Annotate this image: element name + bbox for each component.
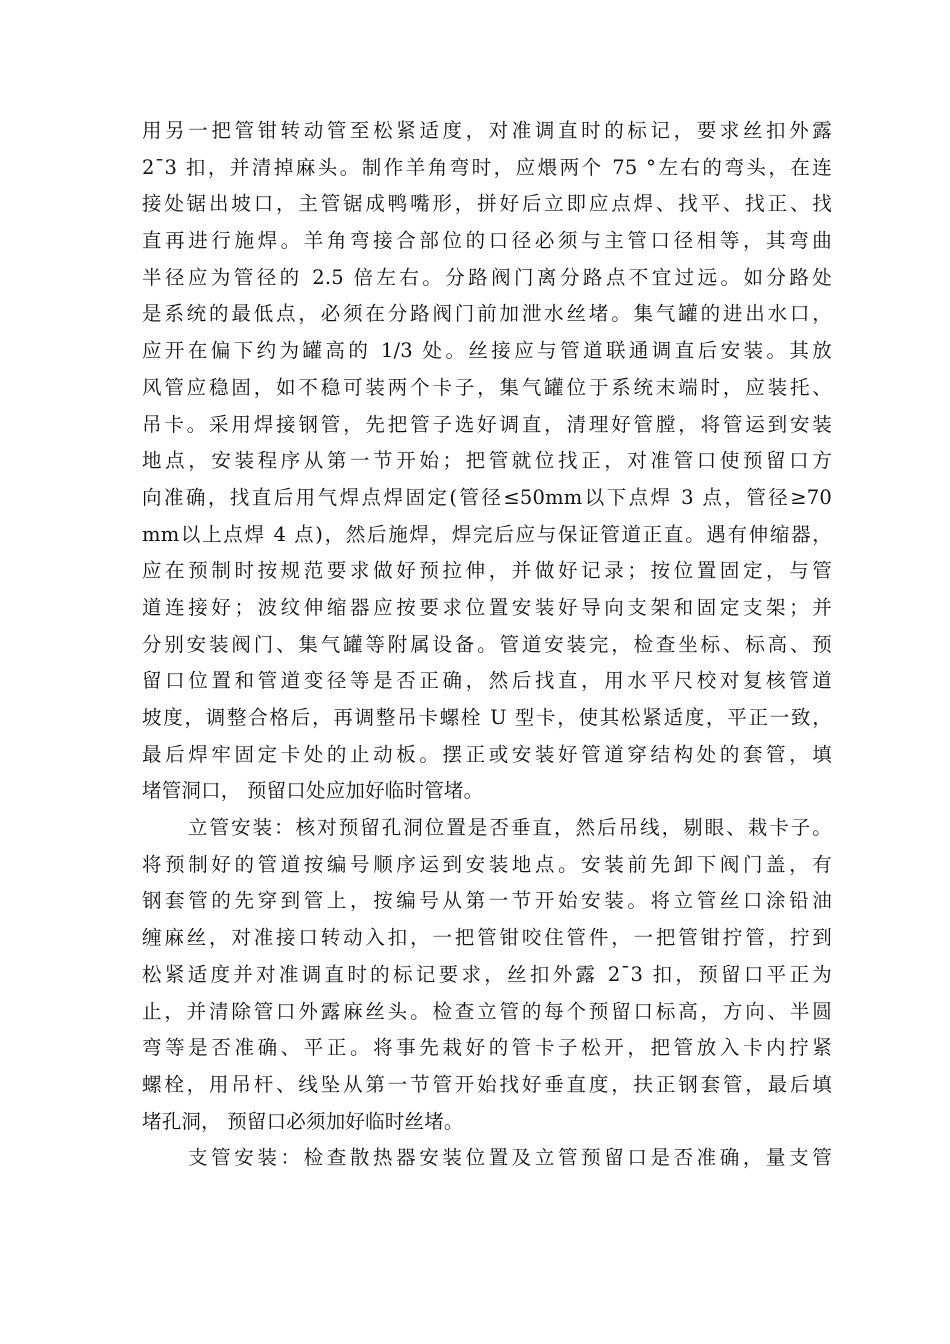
text-line: 坡度，调整合格后，再调整吊卡螺栓 U 型卡，使其松紧适度，平正一致， xyxy=(142,706,832,729)
text-line: 松紧适度并对准调直时的标记要求，丝扣外露 2¯3 扣，预留口平正为 xyxy=(142,962,832,986)
text-line: 2¯3 扣，并清掉麻头。制作羊角弯时，应煨两个 75 °左右的弯头，在连 xyxy=(142,155,832,179)
text-line: 应在预制时按规范要求做好预拉伸，并做好记录；按位置固定，与管 xyxy=(142,559,832,583)
text-line: 堵孔洞， 预留口必须加好临时丝堵。 xyxy=(142,1109,464,1133)
text-line: 留口位置和管道变径等是否正确，然后找直，用水平尺校对复核管道 xyxy=(142,669,832,693)
text-line: 地点，安装程序从第一节开始；把管就位找正，对准管口使预留口方 xyxy=(142,449,832,473)
text-line: 风管应稳固，如不稳可装两个卡子，集气罐位于系统末端时，应装托、 xyxy=(142,375,832,399)
text-line: 螺栓，用吊杆、线坠从第一节管开始找好垂直度，扶正钢套管，最后填 xyxy=(142,1072,832,1096)
text-line: 止，并清除管口外露麻丝头。检查立管的每个预留口标高，方向、半圆 xyxy=(142,999,832,1023)
text-line: 钢套管的先穿到管上，按编号从第一节开始安装。将立管丝口涂铅油 xyxy=(142,889,832,913)
text-line: 应开在偏下约为罐高的 1/3 处。丝接应与管道联通调直后安装。其放 xyxy=(142,339,832,363)
paragraph xyxy=(142,810,832,1140)
text-line: 接处锯出坡口，主管锯成鸭嘴形，拼好后立即应点焊、找平、找正、找 xyxy=(142,192,832,216)
text-line: 是系统的最低点，必须在分路阀门前加泄水丝堵。集气罐的进出水口， xyxy=(142,302,832,326)
text-line: 支管安装：检查散热器安装位置及立管预留口是否准确，量支管 xyxy=(188,1146,832,1170)
text-line: 道连接好；波纹伸缩器应按要求位置安装好导向支架和固定支架；并 xyxy=(142,595,832,619)
text-line: 直再进行施焊。羊角弯接合部位的口径必须与主管口径相等，其弯曲 xyxy=(142,229,832,253)
text-line: 缠麻丝，对准接口转动入扣，一把管钳咬住管件，一把管钳拧管，拧到 xyxy=(142,926,832,950)
text-line: 将预制好的管道按编号顺序运到安装地点。安装前先卸下阀门盖，有 xyxy=(142,852,832,876)
text-line: 堵管洞口， 预留口处应加好临时管堵。 xyxy=(142,779,484,803)
text-line: 吊卡。采用焊接钢管，先把管子选好调直，清理好管膛，将管运到安装 xyxy=(142,412,832,436)
text-line: 立管安装：核对预留孔洞位置是否垂直，然后吊线，剔眼、栽卡子。 xyxy=(188,816,832,840)
text-line: 用另一把管钳转动管至松紧适度，对准调直时的标记，要求丝扣外露 xyxy=(142,119,832,142)
text-line: 最后焊牢固定卡处的止动板。摆正或安装好管道穿结构处的套管，填 xyxy=(142,742,832,766)
text-line: 弯等是否准确、平正。将事先栽好的管卡子松开，把管放入卡内拧紧 xyxy=(142,1036,832,1060)
text-line: mm以上点焊 4 点)，然后施焊，焊完后应与保证管道正直。遇有伸缩器， xyxy=(142,522,832,546)
paragraph xyxy=(142,1140,832,1177)
text-line: 分别安装阀门、集气罐等附属设备。管道安装完，检查坐标、标高、预 xyxy=(142,632,832,656)
document-body xyxy=(142,113,832,1177)
text-line: 向准确，找直后用气焊点焊固定(管径≤50mm以下点焊 3 点，管径≥70 xyxy=(142,485,832,509)
paragraph xyxy=(142,113,832,810)
text-line: 半径应为管径的 2.5 倍左右。分路阀门离分路点不宜过远。如分路处 xyxy=(142,265,832,289)
